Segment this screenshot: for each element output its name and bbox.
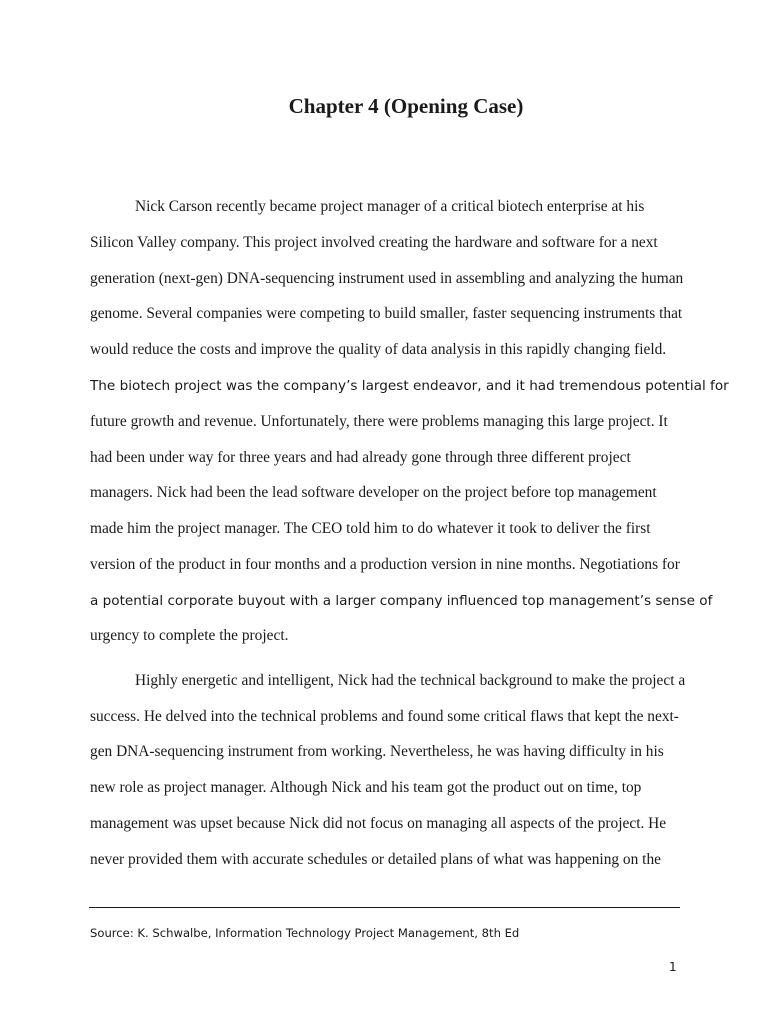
paragraph-1-line-7: future growth and revenue. Unfortunately, there were problems managing this large project. It	[90, 413, 668, 430]
paragraph-2-line-3: gen DNA-sequencing instrument from working. Nevertheless, he was having difficulty in his	[90, 743, 664, 760]
paragraph-1-line-12: a potential corporate buyout with a larger company influenced top management’s sense of	[90, 593, 713, 609]
page-number: 1	[669, 960, 677, 974]
paragraph-1-line-1: Nick Carson recently became project manager of a critical biotech enterprise at his	[135, 198, 645, 215]
paragraph-2-line-5: management was upset because Nick did not focus on managing all aspects of the project. He	[90, 815, 667, 832]
footer-source-note: Source: K. Schwalbe, Information Technology Project Management, 8th Ed	[90, 926, 520, 940]
footer-divider	[89, 907, 680, 908]
paragraph-2-line-6: never provided them with accurate schedules or detailed plans of what was happening on the	[90, 851, 661, 868]
paragraph-1-line-2: Silicon Valley company. This project involved creating the hardware and software for a next	[90, 234, 658, 251]
paragraph-1-line-13: urgency to complete the project.	[90, 627, 289, 644]
paragraph-1-line-8: had been under way for three years and had already gone through three different project	[90, 449, 631, 466]
paragraph-1-line-10: made him the project manager. The CEO told him to do whatever it took to deliver the first	[90, 520, 651, 537]
paragraph-2-line-1: Highly energetic and intelligent, Nick had the technical background to make the project a	[135, 672, 686, 689]
paragraph-1-line-9: managers. Nick had been the lead software developer on the project before top management	[90, 484, 657, 501]
paragraph-1-line-6: The biotech project was the company’s largest endeavor, and it had tremendous potential for	[90, 378, 729, 394]
paragraph-2-line-4: new role as project manager. Although Nick and his team got the product out on time, top	[90, 779, 642, 796]
paragraph-1-line-11: version of the product in four months and a production version in nine months. Negotiations for	[90, 556, 680, 573]
paragraph-1-line-5: would reduce the costs and improve the quality of data analysis in this rapidly changing field.	[90, 341, 667, 358]
paragraph-2-line-2: success. He delved into the technical problems and found some critical flaws that kept the next-	[90, 708, 679, 725]
paragraph-1-line-4: genome. Several companies were competing to build smaller, faster sequencing instruments that	[90, 305, 683, 322]
paragraph-1-line-3: generation (next-gen) DNA-sequencing instrument used in assembling and analyzing the human	[90, 270, 684, 287]
page-title: Chapter 4 (Opening Case)	[288, 94, 524, 118]
